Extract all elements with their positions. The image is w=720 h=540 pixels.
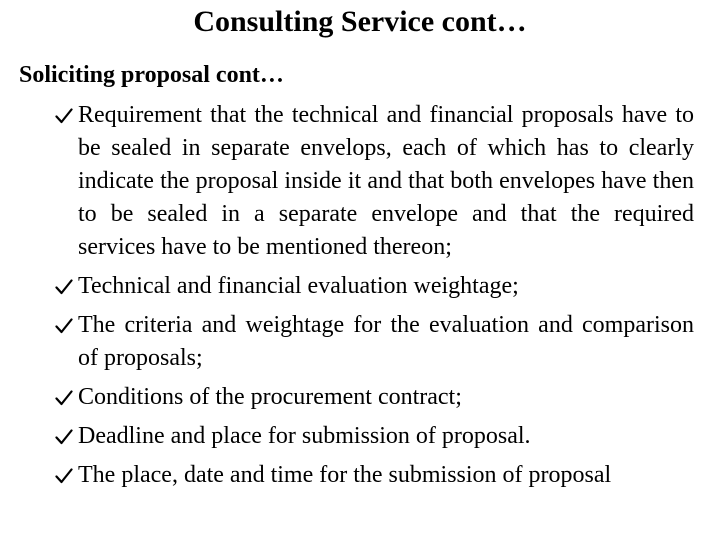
bullet-text: Technical and financial evaluation weightage; bbox=[78, 273, 519, 299]
bullet-item-evaluation-weightage bbox=[78, 270, 694, 303]
bullet-item-deadline bbox=[78, 420, 694, 453]
bullet-list bbox=[78, 99, 694, 492]
bullet-text: Requirement that the technical and financial proposals have to be sealed in separate envelops, each of which has to clearly indicate the proposal inside it and that both envelopes have then to be sealed in a separate envelope and that the required services have to be mentioned thereon; bbox=[78, 102, 694, 260]
checkmark-icon bbox=[55, 467, 73, 485]
checkmark-icon bbox=[55, 389, 73, 407]
bullet-text: Deadline and place for submission of proposal. bbox=[78, 423, 531, 449]
checkmark-icon bbox=[55, 317, 73, 335]
bullet-item-submission-place bbox=[78, 459, 694, 492]
bullet-text: Conditions of the procurement contract; bbox=[78, 384, 462, 410]
bullet-item-criteria bbox=[78, 309, 694, 375]
bullet-text: The place, date and time for the submission of proposal bbox=[78, 462, 612, 488]
checkmark-icon bbox=[55, 428, 73, 446]
bullet-item-contract-conditions bbox=[78, 381, 694, 414]
checkmark-icon bbox=[55, 278, 73, 296]
slide-title: Consulting Service cont… bbox=[193, 5, 527, 38]
bullet-item-sealed-envelopes bbox=[78, 99, 694, 264]
checkmark-icon bbox=[55, 107, 73, 125]
section-subheading: Soliciting proposal cont… bbox=[19, 62, 284, 88]
bullet-text: The criteria and weightage for the evaluation and comparison of proposals; bbox=[78, 312, 694, 371]
